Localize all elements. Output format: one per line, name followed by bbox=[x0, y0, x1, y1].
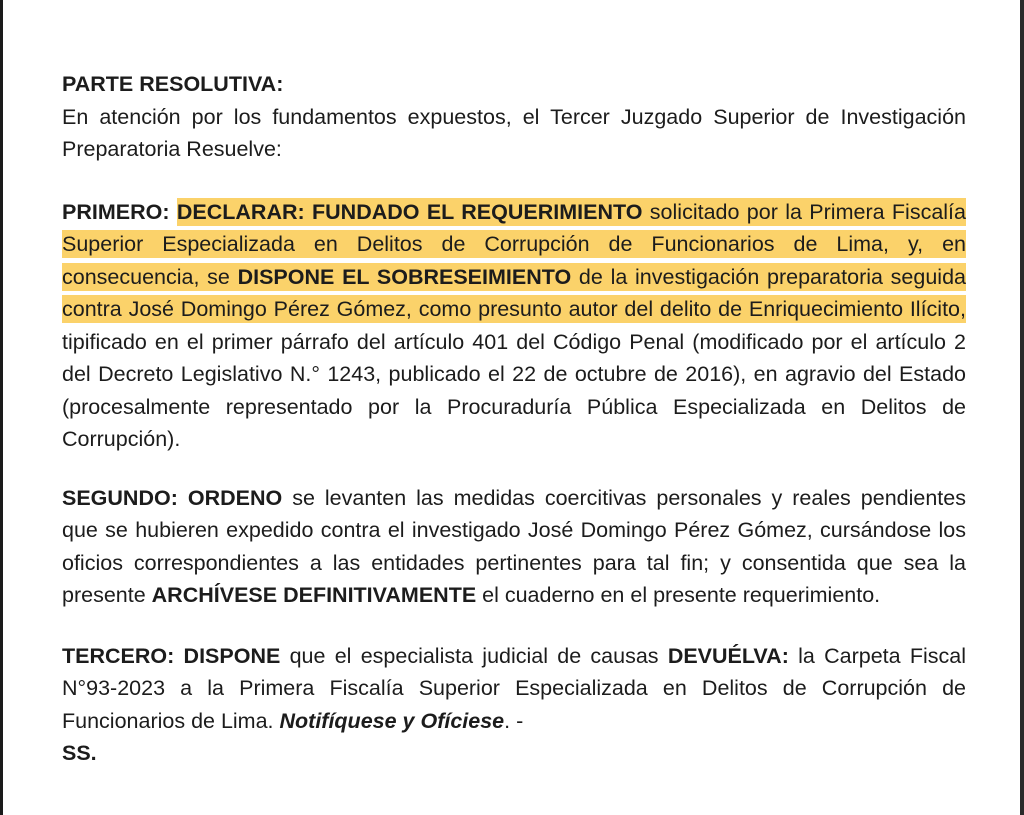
page-left-edge bbox=[0, 0, 3, 815]
primero-text-1: solicitado por la Primera Fiscalía Superior Especializada en Delitos de Corrupción de Funcionarios de Lima, y, en consecuencia, se bbox=[62, 199, 966, 289]
primero-declare: DECLARAR: FUNDADO EL REQUERIMIENTO bbox=[176, 199, 643, 224]
page-right-edge bbox=[1020, 0, 1024, 815]
document-body bbox=[62, 68, 966, 770]
segundo-ordeno: ORDENO bbox=[187, 485, 283, 510]
section-heading bbox=[62, 68, 966, 101]
tercero-devuelva: DEVUÉLVA: bbox=[667, 643, 789, 668]
segundo-paragraph bbox=[62, 482, 966, 612]
segundo-text-1: se levanten las medidas coercitivas personales y reales pendientes que se hubieren expedido contra el investigado José Domingo Pérez Gómez, cursándose los oficios correspondientes a las entidades pertinentes para tal fin; y consentida que sea la presente bbox=[62, 485, 966, 607]
spacer bbox=[62, 612, 966, 640]
tercero-text-2: la Carpeta Fiscal N°93-2023 a la Primera Fiscalía Superior Especializada en Delitos de Corrupción de Funcionarios de Lima. bbox=[62, 643, 966, 733]
segundo-archive: ARCHÍVESE DEFINITIVAMENTE bbox=[151, 583, 477, 607]
spacer bbox=[62, 166, 966, 196]
primero-paragraph bbox=[62, 196, 966, 456]
signature-text: SS. bbox=[62, 741, 97, 765]
heading-text: PARTE RESOLUTIVA: bbox=[62, 72, 284, 96]
primero-label: PRIMERO: bbox=[62, 199, 170, 224]
spacer bbox=[62, 456, 966, 482]
tercero-label: TERCERO: bbox=[62, 643, 175, 668]
tercero-paragraph bbox=[62, 640, 966, 738]
intro-paragraph: En atención por los fundamentos expuestos, el Tercer Juzgado Superior de Investigación Preparatoria Resuelve: bbox=[62, 104, 966, 161]
highlighted-text bbox=[62, 198, 966, 324]
tercero-notify: Notifíquese y Ofíciese bbox=[279, 708, 505, 733]
tercero-text-3: . - bbox=[504, 708, 524, 733]
segundo-label: SEGUNDO: bbox=[62, 485, 178, 510]
primero-text-3: tipificado en el primer párrafo del artículo 401 del Código Penal (modificado por el artículo 2 del Decreto Legislativo N.° 1243, publicado el 22 de octubre de 2016), en agravio del Estado (procesalmente representado por la Procuraduría Pública Especializada en Delitos de Corrupción). bbox=[62, 329, 966, 451]
primero-dispone: DISPONE EL SOBRESEIMIENTO bbox=[237, 264, 572, 289]
segundo-text-2: el cuaderno en el presente requerimiento. bbox=[476, 583, 881, 607]
tercero-text-1: que el especialista judicial de causas bbox=[280, 643, 668, 668]
tercero-dispone: DISPONE bbox=[183, 643, 281, 668]
primero-text-2: de la investigación preparatoria seguida contra José Domingo Pérez Gómez, como presunto autor del delito de Enriquecimiento Ilícito, bbox=[62, 264, 966, 321]
signature bbox=[62, 737, 966, 770]
